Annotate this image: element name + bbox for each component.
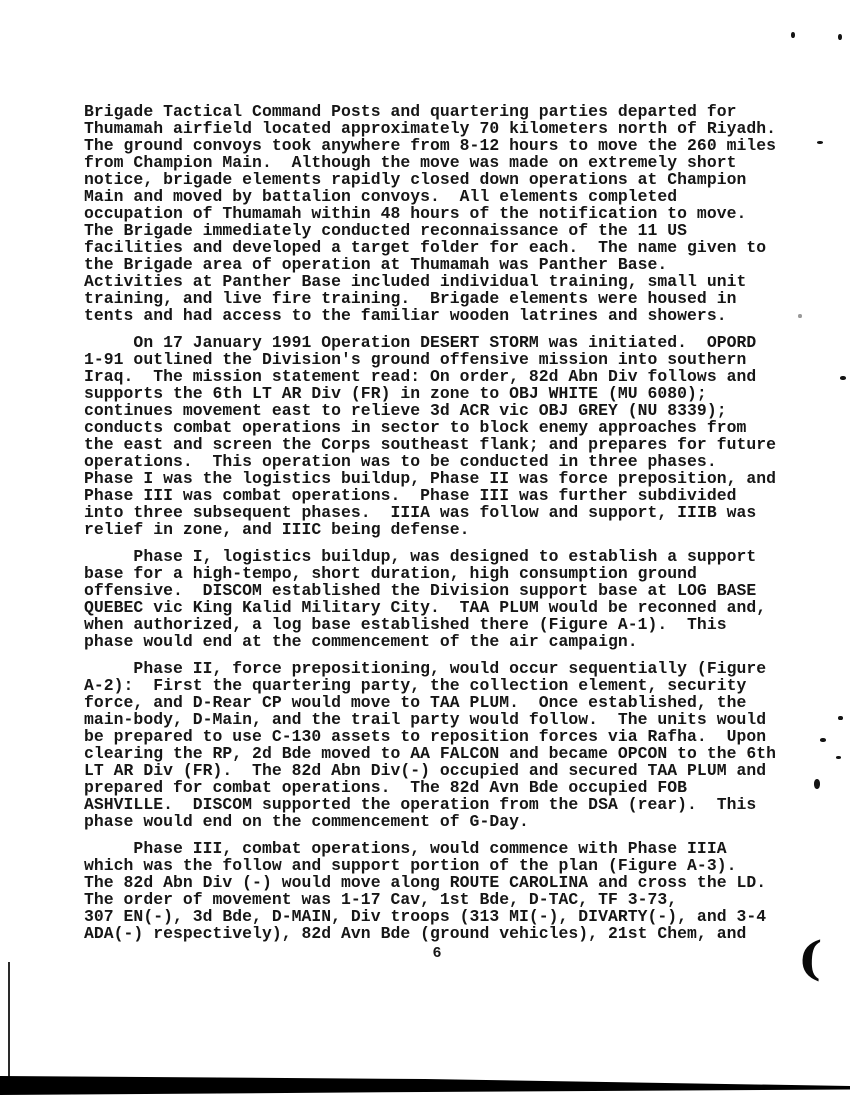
text-line: Iraq. The mission statement read: On order, 82d Abn Div follows and xyxy=(84,367,757,386)
ink-speck xyxy=(817,141,823,144)
text-line: training, and live fire training. Brigade elements were housed in xyxy=(84,289,737,308)
text-line: be prepared to use C-130 assets to reposition forces via Rafha. Upon xyxy=(84,727,767,746)
paragraph xyxy=(84,334,796,538)
text-line: conducts combat operations in sector to block enemy approaches from xyxy=(84,418,747,437)
text-line: the Brigade area of operation at Thumamah was Panther Base. xyxy=(84,255,668,274)
ink-speck xyxy=(840,376,846,380)
text-line: Activities at Panther Base included individual training, small unit xyxy=(84,272,747,291)
paren-mark: ( xyxy=(796,930,824,986)
text-line: main-body, D-Main, and the trail party would follow. The units would xyxy=(84,710,767,729)
text-line: occupation of Thumamah within 48 hours of the notification to move. xyxy=(84,204,747,223)
text-line: operations. This operation was to be conducted in three phases. xyxy=(84,452,717,471)
ink-speck xyxy=(838,34,842,40)
text-line: notice, brigade elements rapidly closed down operations at Champion xyxy=(84,170,747,189)
text-line: A-2): First the quartering party, the collection element, security xyxy=(84,676,747,695)
text-line: The 82d Abn Div (-) would move along ROUTE CAROLINA and cross the LD. xyxy=(84,873,767,892)
text-line: The ground convoys took anywhere from 8-12 hours to move the 260 miles xyxy=(84,136,777,155)
text-line: relief in zone, and IIIC being defense. xyxy=(84,520,470,539)
ink-speck xyxy=(814,779,820,789)
page-number: 6 xyxy=(432,945,442,962)
text-line: which was the follow and support portion of the plan (Figure A-3). xyxy=(84,856,737,875)
text-line: when authorized, a log base established there (Figure A-1). This xyxy=(84,615,727,634)
text-line: tents and had access to the familiar wooden latrines and showers. xyxy=(84,306,727,325)
text-line: On 17 January 1991 Operation DESERT STORM was initiated. OPORD xyxy=(84,333,757,352)
scan-edge-line xyxy=(8,962,10,1083)
text-line: phase would end at the commencement of the air campaign. xyxy=(84,632,638,651)
text-line: Main and moved by battalion convoys. All elements completed xyxy=(84,187,678,206)
text-line: 1-91 outlined the Division's ground offensive mission into southern xyxy=(84,350,747,369)
text-line: Phase III was combat operations. Phase III was further subdivided xyxy=(84,486,737,505)
text-line: LT AR Div (FR). The 82d Abn Div(-) occupied and secured TAA PLUM and xyxy=(84,761,767,780)
text-line: supports the 6th LT AR Div (FR) in zone to OBJ WHITE (MU 6080); xyxy=(84,384,707,403)
paragraph xyxy=(84,660,796,830)
text-line: continues movement east to relieve 3d ACR vic OBJ GREY (NU 8339); xyxy=(84,401,727,420)
text-line: from Champion Main. Although the move was made on extremely short xyxy=(84,153,737,172)
text-line: Brigade Tactical Command Posts and quartering parties departed for xyxy=(84,102,737,121)
text-line: clearing the RP, 2d Bde moved to AA FALCON and became OPCON to the 6th xyxy=(84,744,777,763)
text-line: 307 EN(-), 3d Bde, D-MAIN, Div troops (313 MI(-), DIVARTY(-), and 3-4 xyxy=(84,907,767,926)
ink-speck xyxy=(798,314,802,318)
ink-speck xyxy=(838,716,843,720)
ink-speck xyxy=(836,756,841,759)
ink-speck xyxy=(820,738,826,742)
paragraph xyxy=(84,548,796,650)
text-line: the east and screen the Corps southeast flank; and prepares for future xyxy=(84,435,777,454)
text-line: base for a high-tempo, short duration, high consumption ground xyxy=(84,564,697,583)
text-line: The order of movement was 1-17 Cav, 1st Bde, D-TAC, TF 3-73, xyxy=(84,890,678,909)
text-line: The Brigade immediately conducted reconnaissance of the 11 US xyxy=(84,221,688,240)
text-line: Phase II, force prepositioning, would occur sequentially (Figure xyxy=(84,659,767,678)
text-line: Phase I was the logistics buildup, Phase II was force preposition, and xyxy=(84,469,777,488)
paragraph xyxy=(84,840,796,942)
text-line: ADA(-) respectively), 82d Avn Bde (ground vehicles), 21st Chem, and xyxy=(84,924,747,943)
body-text xyxy=(84,103,796,942)
text-line: Thumamah airfield located approximately 70 kilometers north of Riyadh. xyxy=(84,119,777,138)
text-line: prepared for combat operations. The 82d Avn Bde occupied FOB xyxy=(84,778,688,797)
ink-speck xyxy=(791,32,795,38)
text-line: offensive. DISCOM established the Division support base at LOG BASE xyxy=(84,581,757,600)
text-line: ASHVILLE. DISCOM supported the operation from the DSA (rear). This xyxy=(84,795,757,814)
text-line: QUEBEC vic King Kalid Military City. TAA PLUM would be reconned and, xyxy=(84,598,767,617)
text-line: Phase I, logistics buildup, was designed to establish a support xyxy=(84,547,757,566)
text-line: force, and D-Rear CP would move to TAA PLUM. Once established, the xyxy=(84,693,747,712)
text-line: into three subsequent phases. IIIA was follow and support, IIIB was xyxy=(84,503,757,522)
paragraph xyxy=(84,103,796,324)
text-line: phase would end on the commencement of G-Day. xyxy=(84,812,529,831)
text-line: facilities and developed a target folder for each. The name given to xyxy=(84,238,767,257)
scan-bottom-bar xyxy=(0,1072,850,1097)
text-line: Phase III, combat operations, would commence with Phase IIIA xyxy=(84,839,727,858)
